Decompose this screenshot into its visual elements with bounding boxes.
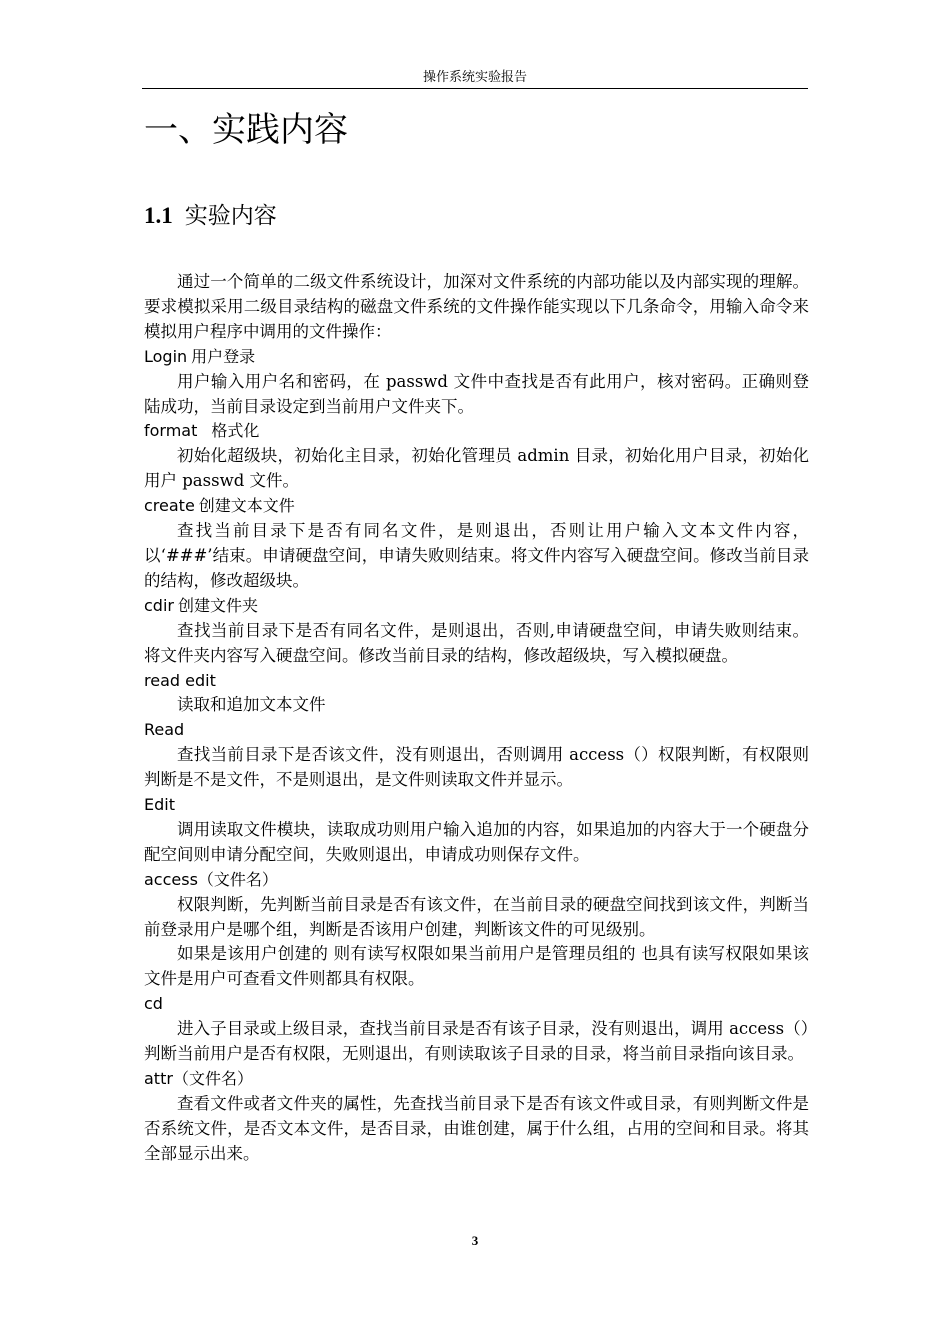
command-name: attr <box>144 1069 173 1088</box>
read-edit-description: 读取和追加文本文件 <box>177 695 326 715</box>
command-title: 创建文本文件 <box>198 496 295 516</box>
command-label-cd: cd <box>144 994 163 1014</box>
attr-description: 查看文件或者文件夹的属性，先查找当前目录下是否有该文件或目录，有则判断文件是否系统文件，是否文本文件，是否目录，由谁创建，属于什么组，占用的空间和目录。将其全部显示出来。 <box>144 1093 809 1163</box>
command-name: create <box>144 496 195 516</box>
command-name: cdir <box>144 595 174 615</box>
command-title: （文件名） <box>172 1069 253 1088</box>
access-description-2: 如果是该用户创建的 则有读写权限如果当前用户是管理员组的 也具有读写权限如果该文件是用户可查看文件则都具有权限。 <box>144 944 809 989</box>
header-rule <box>142 88 808 89</box>
command-name: Login <box>144 346 188 366</box>
read-description: 查找当前目录下是否该文件，没有则退出，否则调用 access（）权限判断，有权限则判断是不是文件，不是则退出，是文件则读取文件并显示。 <box>144 745 809 790</box>
access-description-1: 权限判断，先判断当前目录是否有该文件，在当前目录的硬盘空间找到该文件，判断当前登录用户是哪个组，判断是否该用户创建，判断该文件的可见级别。 <box>144 894 809 939</box>
edit-description: 调用读取文件模块，读取成功则用户输入追加的内容，如果追加的内容大于一个硬盘分配空间则申请分配空间，失败则退出，申请成功则保存文件。 <box>144 819 809 864</box>
subsection-heading <box>144 199 277 233</box>
command-label-login <box>144 345 809 370</box>
command-label-read-edit: read edit <box>144 670 216 690</box>
cdir-description: 查找当前目录下是否有同名文件，是则退出，否则,申请硬盘空间，申请失败则结束。将文件夹内容写入硬盘空间。修改当前目录的结构，修改超级块，写入模拟硬盘。 <box>144 620 809 665</box>
section-heading: 一、实践内容 <box>144 110 348 150</box>
subsection-title: 实验内容 <box>184 203 277 229</box>
format-description: 初始化超级块，初始化主目录，初始化管理员 admin 目录，初始化用户目录，初始化 用户 passwd 文件。 <box>144 446 809 491</box>
running-header: 操作系统实验报告 <box>422 70 527 85</box>
command-label-create <box>144 494 809 519</box>
command-label-access <box>144 868 809 893</box>
command-label-read: Read <box>144 720 185 740</box>
command-label-format <box>144 419 809 444</box>
page-number: 3 <box>471 1233 479 1248</box>
command-name: format <box>144 421 198 441</box>
command-name: access <box>144 869 198 889</box>
intro-paragraph: 通过一个简单的二级文件系统设计，加深对文件系统的内部功能以及内部实现的理解。要求模拟采用二级目录结构的磁盘文件系统的文件操作能实现以下几条命令，用输入命令来模拟用户程序中调用的文件操作： <box>144 272 809 341</box>
command-title: 创建文件夹 <box>177 595 258 615</box>
cd-description: 进入子目录或上级目录，查找当前目录是否有该子目录，没有则退出，调用 access（）判断当前用户是否有权限，无则退出，有则读取该子目录的目录，将当前目录指向该目录。 <box>144 1019 809 1064</box>
command-label-attr <box>144 1067 809 1092</box>
login-description: 用户输入用户名和密码，在 passwd 文件中查找是否有此用户，核对密码。正确则登陆成功，当前目录设定到当前用户文件夹下。 <box>144 371 809 416</box>
command-label-edit: Edit <box>144 795 175 815</box>
command-title: 用户登录 <box>191 346 256 366</box>
command-title: （文件名） <box>197 869 278 889</box>
subsection-number: 1.1 <box>144 203 173 228</box>
body-text <box>144 270 809 1167</box>
create-description: 查找当前目录下是否有同名文件，是则退出，否则让用户输入文本文件内容，以‘###’结束。申请硬盘空间，申请失败则结束。将文件内容写入硬盘空间。修改当前目录的结构，修改超级块。 <box>144 521 809 590</box>
command-label-cdir <box>144 594 809 619</box>
command-title: 格式化 <box>211 421 260 441</box>
